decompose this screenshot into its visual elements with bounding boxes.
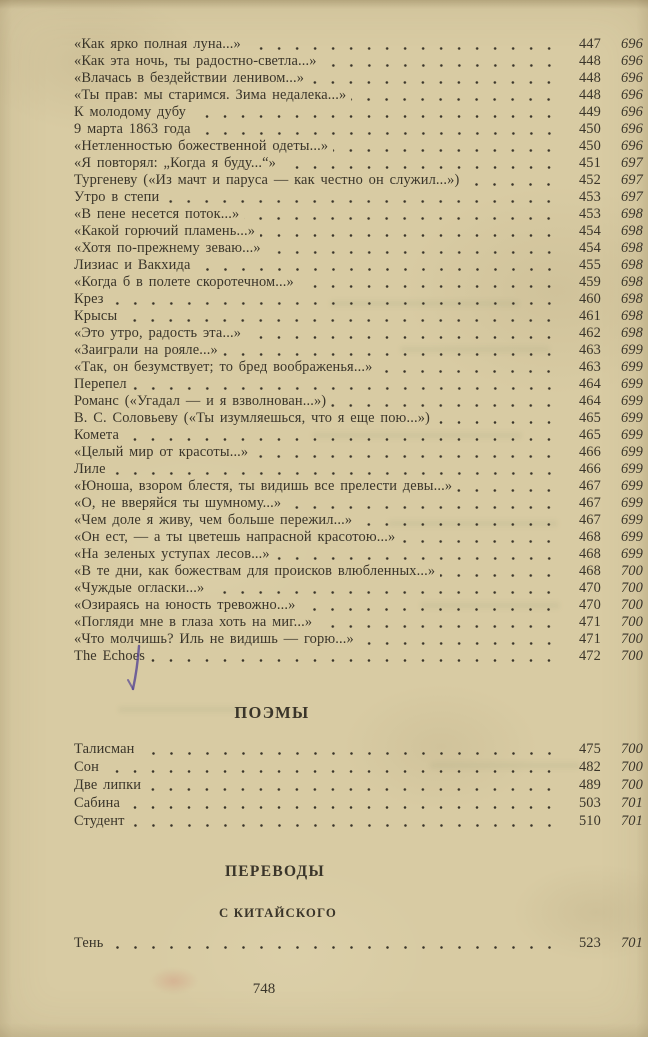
entry-note-page: 699 xyxy=(620,427,643,443)
entry-note-page: 699 xyxy=(620,444,643,460)
entry-title: Лизиас и Вакхида xyxy=(74,257,191,273)
entry-note-page: 700 xyxy=(620,741,643,757)
entry-note-page: 699 xyxy=(620,512,643,528)
entry-note-page: 698 xyxy=(620,240,643,256)
entry-title: «В пене несется поток...» xyxy=(74,206,240,222)
entry-note-page: 699 xyxy=(620,529,643,545)
entry-note-page: 700 xyxy=(620,631,643,647)
entry-title: «Целый мир от красоты...» xyxy=(74,444,249,460)
entry-note-page: 700 xyxy=(620,563,643,579)
entry-page: 467 xyxy=(578,512,601,528)
dot-leader xyxy=(209,580,559,597)
entry-page: 454 xyxy=(578,223,601,239)
dot-leader xyxy=(300,597,559,614)
entry-page: 472 xyxy=(578,648,601,664)
toc-entry xyxy=(74,410,643,427)
entry-page: 503 xyxy=(578,795,601,811)
entry-title: «Ты прав: мы старимся. Зима недалека...» xyxy=(74,87,347,103)
entry-title: «Так, он безумствует; то бред воображенья...» xyxy=(74,359,373,375)
toc-entry xyxy=(74,776,643,794)
entry-note-page: 698 xyxy=(620,223,643,239)
entry-note-page: 699 xyxy=(620,342,643,358)
section-heading-poems: ПОЭМЫ xyxy=(234,703,310,722)
toc-entry xyxy=(74,580,643,597)
entry-title: Крысы xyxy=(74,308,118,324)
dot-leader xyxy=(246,36,559,53)
entry-page: 465 xyxy=(578,427,601,443)
entry-page: 489 xyxy=(578,777,601,793)
entry-page: 468 xyxy=(578,529,601,545)
entry-title: Крез xyxy=(74,291,104,307)
toc-list-poems xyxy=(74,740,643,830)
dot-leader xyxy=(244,206,559,223)
entry-note-page: 700 xyxy=(620,580,643,596)
entry-title: «Когда б в полете скоротечном...» xyxy=(74,274,294,290)
entry-title: «О, не вверяйся ты шумному...» xyxy=(74,495,282,511)
toc-entry xyxy=(74,189,643,206)
page-folio-number: 748 xyxy=(252,981,276,997)
subsection-heading-from-chinese: С КИТАЙСКОГО xyxy=(219,906,337,920)
toc-entry xyxy=(74,794,643,812)
entry-page: 465 xyxy=(578,410,601,426)
entry-note-page: 696 xyxy=(620,87,643,103)
entry-page: 447 xyxy=(578,36,601,52)
entry-page: 523 xyxy=(578,935,601,951)
entry-page: 466 xyxy=(578,444,601,460)
entry-title: Утро в степи xyxy=(74,189,160,205)
dot-leader xyxy=(359,631,559,648)
entry-page: 471 xyxy=(578,631,601,647)
dot-leader xyxy=(132,376,559,393)
entry-note-page: 698 xyxy=(620,308,643,324)
entry-note-page: 700 xyxy=(620,597,643,613)
toc-entry xyxy=(74,274,643,291)
entry-note-page: 696 xyxy=(620,70,643,86)
toc-entry xyxy=(74,121,643,138)
toc-entry xyxy=(74,325,643,342)
entry-title: Сон xyxy=(74,759,99,775)
entry-page: 510 xyxy=(578,813,601,829)
dot-leader xyxy=(146,776,559,794)
entry-title: «Заиграли на рояле...» xyxy=(74,342,218,358)
toc-entry xyxy=(74,308,643,325)
toc-entry xyxy=(74,444,643,461)
toc-entry xyxy=(74,614,643,631)
entry-note-page: 697 xyxy=(620,172,643,188)
toc-entry xyxy=(74,36,643,53)
entry-title: «Чем доле я живу, чем больше пережил...» xyxy=(74,512,353,528)
dot-leader xyxy=(286,495,559,512)
toc-list-from-chinese xyxy=(74,934,643,952)
entry-page: 463 xyxy=(578,342,601,358)
toc-entry xyxy=(74,461,643,478)
entry-page: 448 xyxy=(578,70,601,86)
entry-page: 454 xyxy=(578,240,601,256)
entry-title: «Я повторял: „Когда я буду...“» xyxy=(74,155,276,171)
dot-leader xyxy=(266,240,559,257)
toc-entry xyxy=(74,70,643,87)
dot-leader xyxy=(260,223,559,240)
entry-note-page: 701 xyxy=(620,795,643,811)
entry-note-page: 699 xyxy=(620,478,643,494)
dot-leader xyxy=(275,546,559,563)
toc-entry xyxy=(74,223,643,240)
entry-page: 468 xyxy=(578,546,601,562)
entry-title: «Что молчишь? Иль не видишь — горю...» xyxy=(74,631,354,647)
entry-page: 466 xyxy=(578,461,601,477)
entry-note-page: 698 xyxy=(620,257,643,273)
entry-note-page: 701 xyxy=(620,935,643,951)
toc-entry xyxy=(74,240,643,257)
entry-page: 448 xyxy=(578,87,601,103)
entry-page: 475 xyxy=(578,741,601,757)
entry-page: 471 xyxy=(578,614,601,630)
dot-leader xyxy=(109,291,559,308)
entry-note-page: 698 xyxy=(620,206,643,222)
toc-entry xyxy=(74,740,643,758)
entry-note-page: 696 xyxy=(620,53,643,69)
entry-note-page: 696 xyxy=(620,138,643,154)
entry-title: «Какой горючий пламень...» xyxy=(74,223,256,239)
dot-leader xyxy=(351,87,559,104)
entry-title: Перепел xyxy=(74,376,127,392)
entry-title: «Как ярко полная луна...» xyxy=(74,36,241,52)
dot-leader xyxy=(104,758,559,776)
dot-leader xyxy=(281,155,559,172)
entry-title: Талисман xyxy=(74,741,135,757)
entry-title: Тургеневу («Из мачт и паруса — как честно он служил...») xyxy=(74,172,460,188)
toc-entry xyxy=(74,104,643,121)
dot-leader xyxy=(253,444,559,461)
dot-leader xyxy=(164,189,559,206)
toc-entry xyxy=(74,172,643,189)
toc-entry xyxy=(74,155,643,172)
toc-entry xyxy=(74,427,643,444)
toc-entry xyxy=(74,291,643,308)
dot-leader xyxy=(309,70,559,87)
entry-title: «Погляди мне в глаза хоть на миг...» xyxy=(74,614,313,630)
dot-leader xyxy=(440,563,559,580)
entry-page: 452 xyxy=(578,172,601,188)
entry-title: «На зеленых уступах лесов...» xyxy=(74,546,270,562)
entry-page: 464 xyxy=(578,393,601,409)
toc-entry xyxy=(74,393,643,410)
entry-title: The Echoes xyxy=(74,648,146,664)
toc-entry xyxy=(74,495,643,512)
entry-note-page: 700 xyxy=(620,777,643,793)
entry-title: «Хотя по-прежнему зеваю...» xyxy=(74,240,261,256)
entry-title: «Юноша, взором блестя, ты видишь все прелести девы...» xyxy=(74,478,453,494)
entry-note-page: 699 xyxy=(620,393,643,409)
toc-entry xyxy=(74,206,643,223)
entry-title: 9 марта 1863 года xyxy=(74,121,191,137)
dot-leader xyxy=(223,342,559,359)
toc-entry xyxy=(74,563,643,580)
entry-note-page: 700 xyxy=(620,614,643,630)
dot-leader xyxy=(464,172,559,189)
dot-leader xyxy=(333,138,559,155)
entry-title: «Нетленностью божественной одеты...» xyxy=(74,138,329,154)
entry-title: Комета xyxy=(74,427,120,443)
entry-page: 470 xyxy=(578,580,601,596)
toc-entry xyxy=(74,257,643,274)
dot-leader xyxy=(299,274,559,291)
entry-title: «Это утро, радость эта...» xyxy=(74,325,242,341)
entry-title: Лиле xyxy=(74,461,106,477)
dot-leader xyxy=(140,740,559,758)
entry-note-page: 699 xyxy=(620,461,643,477)
toc-entry xyxy=(74,53,643,70)
entry-page: 455 xyxy=(578,257,601,273)
toc-entry xyxy=(74,342,643,359)
entry-title: Тень xyxy=(74,935,104,951)
section-heading-translations: ПЕРЕВОДЫ xyxy=(224,863,326,880)
dot-leader xyxy=(317,614,559,631)
entry-title: Две липки xyxy=(74,777,142,793)
entry-note-page: 697 xyxy=(620,155,643,171)
toc-entry xyxy=(74,546,643,563)
entry-note-page: 696 xyxy=(620,36,643,52)
dot-leader xyxy=(196,257,559,274)
entry-title: К молодому дубу xyxy=(74,104,186,120)
toc-entry xyxy=(74,376,643,393)
entry-title: В. С. Соловьеву («Ты изумляешься, что я еще пою...») xyxy=(74,410,430,426)
entry-note-page: 699 xyxy=(620,376,643,392)
entry-note-page: 699 xyxy=(620,410,643,426)
toc-entry xyxy=(74,138,643,155)
dot-leader xyxy=(124,427,559,444)
entry-page: 464 xyxy=(578,376,601,392)
toc-entry xyxy=(74,812,643,830)
toc-list-main xyxy=(74,36,643,665)
dot-leader xyxy=(196,121,559,138)
entry-page: 459 xyxy=(578,274,601,290)
entry-title: Сабина xyxy=(74,795,120,811)
entry-page: 462 xyxy=(578,325,601,341)
toc-entry xyxy=(74,478,643,495)
entry-note-page: 696 xyxy=(620,104,643,120)
entry-page: 460 xyxy=(578,291,601,307)
dot-leader xyxy=(130,812,559,830)
toc-entry xyxy=(74,512,643,529)
toc-entry xyxy=(74,648,643,665)
toc-entry xyxy=(74,934,643,952)
toc-entry xyxy=(74,631,643,648)
toc-entry xyxy=(74,597,643,614)
entry-page: 450 xyxy=(578,138,601,154)
entry-title: «Чуждые огласки...» xyxy=(74,580,205,596)
toc-entry xyxy=(74,87,643,104)
entry-title: «Он ест, — а ты цветешь напрасной красотою...» xyxy=(74,529,396,545)
dot-leader xyxy=(111,461,559,478)
entry-title: Студент xyxy=(74,813,125,829)
entry-note-page: 699 xyxy=(620,546,643,562)
dot-leader xyxy=(122,308,559,325)
entry-note-page: 697 xyxy=(620,189,643,205)
dot-leader xyxy=(322,53,559,70)
entry-page: 451 xyxy=(578,155,601,171)
entry-page: 463 xyxy=(578,359,601,375)
entry-title: «Озираясь на юность тревожно...» xyxy=(74,597,296,613)
dot-leader xyxy=(246,325,559,342)
entry-note-page: 699 xyxy=(620,495,643,511)
entry-page: 468 xyxy=(578,563,601,579)
dot-leader xyxy=(435,410,559,427)
toc-entry xyxy=(74,758,643,776)
toc-entry xyxy=(74,529,643,546)
dot-leader xyxy=(191,104,559,121)
dot-leader xyxy=(457,478,559,495)
toc-entry xyxy=(74,359,643,376)
entry-title: Романс («Угадал — и я взволнован...») xyxy=(74,393,327,409)
entry-page: 467 xyxy=(578,495,601,511)
entry-page: 450 xyxy=(578,121,601,137)
entry-title: «Как эта ночь, ты радостно-светла...» xyxy=(74,53,317,69)
entry-page: 482 xyxy=(578,759,601,775)
entry-page: 453 xyxy=(578,206,601,222)
entry-title: «В те дни, как божествам для происков влюбленных...» xyxy=(74,563,436,579)
entry-note-page: 698 xyxy=(620,274,643,290)
dot-leader xyxy=(400,529,559,546)
entry-page: 467 xyxy=(578,478,601,494)
entry-page: 453 xyxy=(578,189,601,205)
entry-page: 470 xyxy=(578,597,601,613)
entry-note-page: 698 xyxy=(620,325,643,341)
dot-leader xyxy=(125,794,559,812)
entry-note-page: 699 xyxy=(620,359,643,375)
entry-page: 461 xyxy=(578,308,601,324)
entry-note-page: 701 xyxy=(620,813,643,829)
entry-page: 449 xyxy=(578,104,601,120)
entry-title: «Влачась в бездействии ленивом...» xyxy=(74,70,305,86)
entry-note-page: 698 xyxy=(620,291,643,307)
dot-leader xyxy=(357,512,559,529)
entry-note-page: 700 xyxy=(620,648,643,664)
entry-page: 448 xyxy=(578,53,601,69)
dot-leader xyxy=(150,648,559,665)
dot-leader xyxy=(109,934,560,952)
entry-note-page: 696 xyxy=(620,121,643,137)
dot-leader xyxy=(331,393,559,410)
dot-leader xyxy=(377,359,559,376)
entry-note-page: 700 xyxy=(620,759,643,775)
